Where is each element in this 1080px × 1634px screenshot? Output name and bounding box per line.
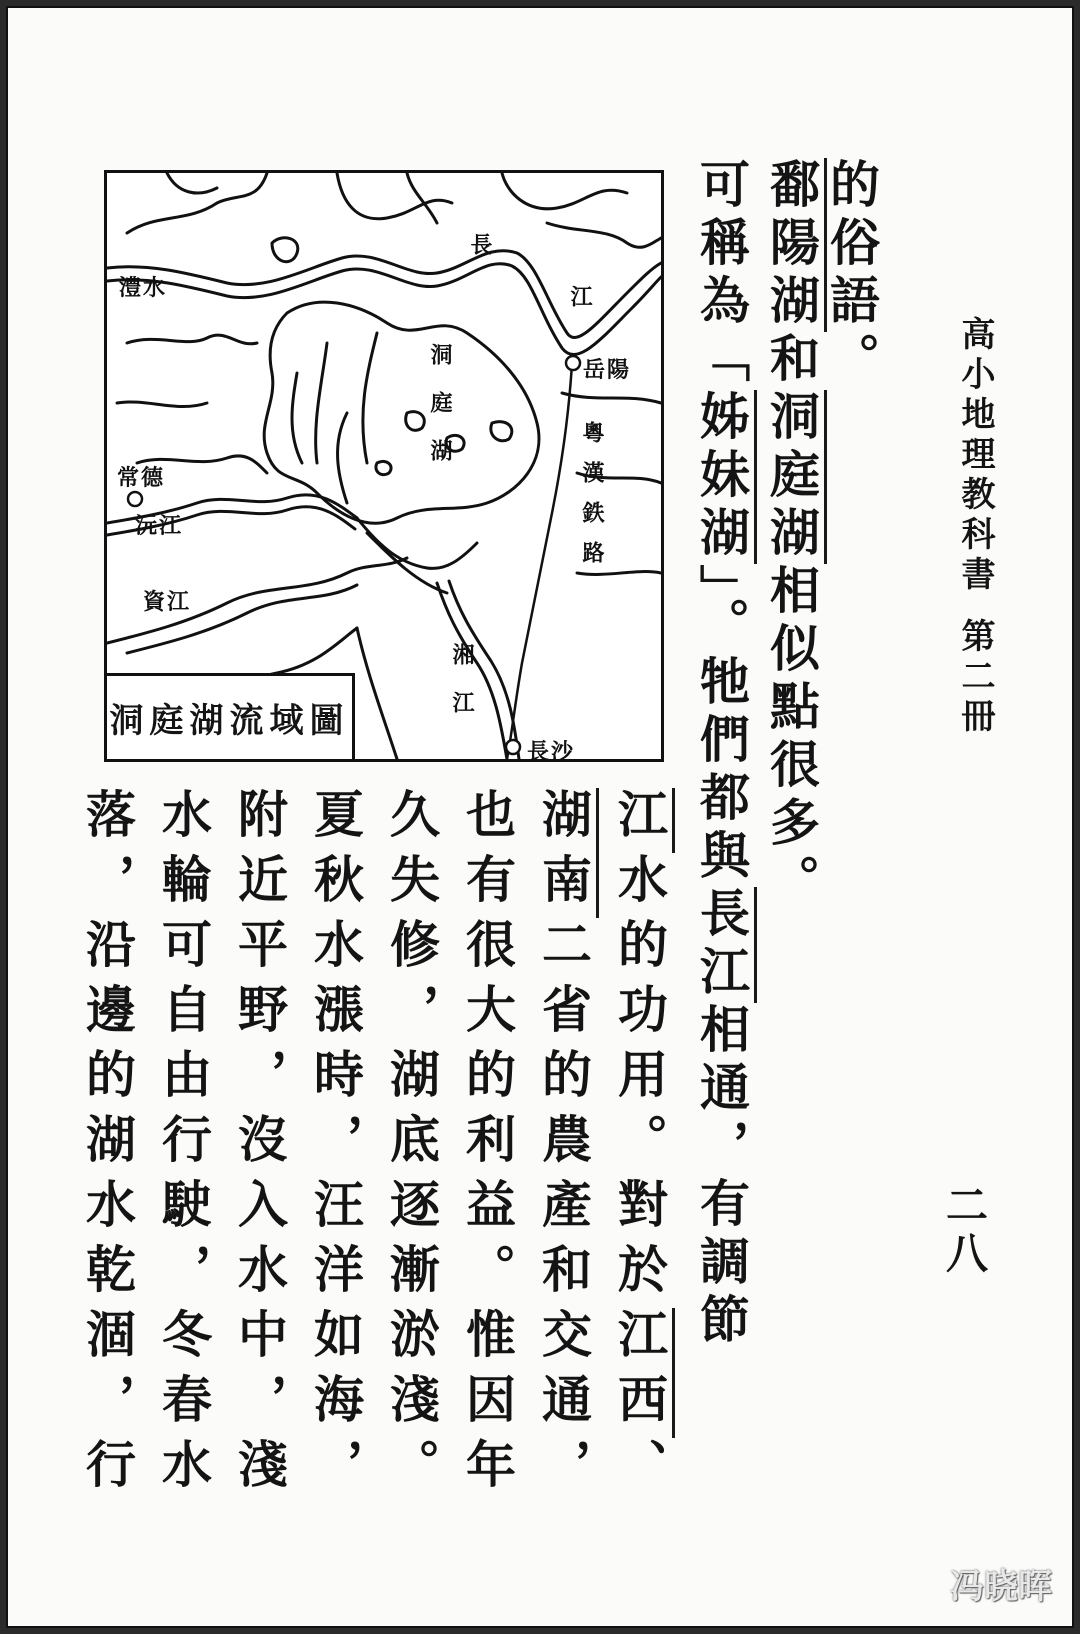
- proper-noun-changjiang: 長江: [692, 887, 757, 1003]
- volume-label: 第二冊: [955, 618, 995, 738]
- text-column-3: 可稱為「姊妹湖」。牠們都與長江相通，有調節: [696, 158, 746, 1351]
- map-label-changde: 常德: [117, 465, 166, 491]
- proper-noun-hunan: 湖南: [534, 788, 599, 918]
- text-column-4: 江水的功用。對於江西、: [614, 788, 664, 1503]
- textbook-page: [6, 6, 1074, 1628]
- text-column-5: 湖南二省的農產和交通，: [538, 788, 588, 1503]
- text-column-7: 久失修，湖底逐漸淤淺。: [382, 788, 441, 1503]
- map-label-railway: 粵漢鉄路: [579, 421, 605, 581]
- map-label-chang: 長: [467, 233, 493, 257]
- map-label-jiang-top: 江: [567, 285, 593, 309]
- proper-noun-dongting: 洞庭湖: [762, 390, 827, 564]
- text-column-8: 夏秋水漲時，汪洋如海，: [306, 788, 365, 1503]
- proper-noun-sister-lake: 姊妹湖: [692, 390, 757, 564]
- map-label-zijiang: 資江: [143, 589, 192, 615]
- text-column-2: 鄱陽湖和洞庭湖相似點很多。: [766, 158, 816, 912]
- text-column-11: 落，沿邊的湖水乾涸，行: [78, 788, 137, 1503]
- yueyang-marker: [566, 356, 580, 370]
- map-label-dongting-lake: 洞庭湖: [427, 343, 453, 487]
- watermark: 冯晓晖: [950, 1567, 1052, 1607]
- dongting-lake-outline: [264, 302, 539, 523]
- text-column-1: 的俗語。: [822, 158, 881, 390]
- dongting-basin-map: [104, 170, 664, 765]
- map-label-changsha: 長沙: [527, 739, 576, 765]
- proper-noun-jiangxi: 江西: [610, 1308, 675, 1438]
- proper-noun-jiang: 江: [610, 788, 675, 853]
- book-title: 高小地理教科書: [955, 316, 995, 596]
- text-column-6: 也有很大的利益。惟因年: [458, 788, 517, 1503]
- map-label-yueyang: 岳陽: [583, 357, 632, 383]
- map-label-lishui: 澧水: [119, 275, 168, 301]
- proper-noun-poyang: 鄱陽湖: [762, 158, 827, 332]
- running-header: [951, 316, 1000, 738]
- map-label-yuanjiang: 沅江: [135, 513, 184, 539]
- text-column-9: 附近平野，沒入水中，淺: [230, 788, 289, 1503]
- changsha-marker: [506, 740, 520, 754]
- yuehan-railway: [507, 363, 572, 759]
- changde-marker: [128, 492, 142, 506]
- page-number: 二八: [940, 1183, 989, 1279]
- map-label-xiangjiang: 湘江: [449, 643, 475, 739]
- map-caption: 洞庭湖流域圖: [107, 673, 355, 759]
- text-column-10: 水輪可自由行駛，冬春水: [154, 788, 213, 1503]
